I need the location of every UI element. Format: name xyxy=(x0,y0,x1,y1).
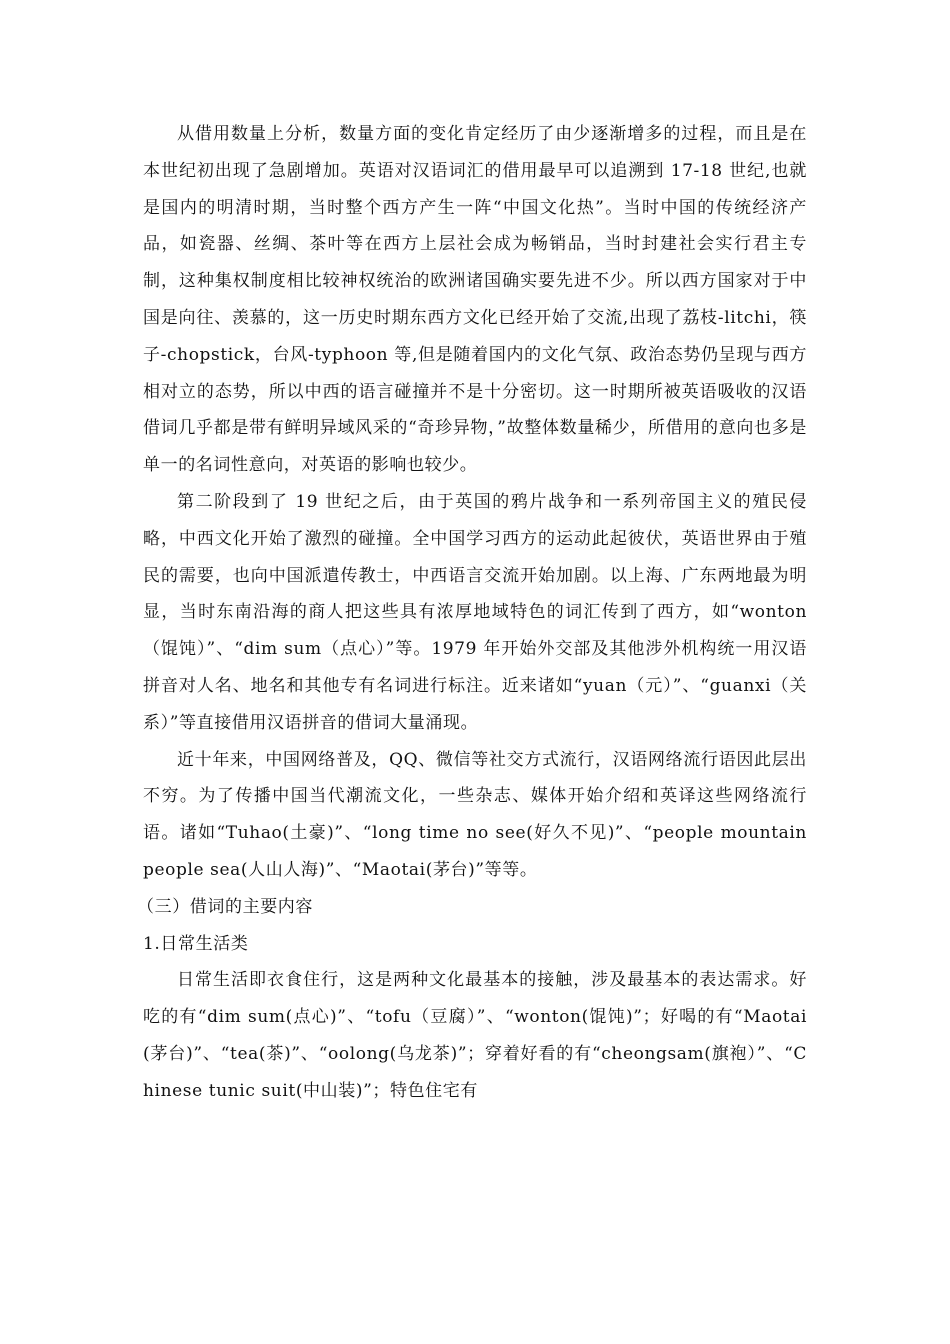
paragraph-internet-era: 近十年来，中国网络普及，QQ、微信等社交方式流行，汉语网络流行语因此层出不穷。为了传播中国当代潮流文化，一些杂志、媒体开始介绍和英译这些网络流行语。诸如“Tuhao(土豪)”、“long time no see(好久不见)”、“people mountain people sea(人山人海)”、“Maotai(茅台)”等等。 xyxy=(143,749,807,880)
subsection-heading: 1.日常生活类 xyxy=(143,933,249,954)
section-heading: （三）借词的主要内容 xyxy=(137,896,313,917)
paragraph-daily-life: 日常生活即衣食住行，这是两种文化最基本的接触，涉及最基本的表达需求。好吃的有“dim sum(点心)”、“tofu（豆腐）”、“wonton(馄饨)”；好喝的有“Maotai(茅台)”、“tea(茶)”、“oolong(乌龙茶)”；穿着好看的有“cheongsam(旗袍）”、“Chinese tunic suit(中山装)”；特色住宅有 xyxy=(143,970,807,1101)
paragraph-second-stage: 第二阶段到了 19 世纪之后，由于英国的鸦片战争和一系列帝国主义的殖民侵略，中西文化开始了激烈的碰撞。全中国学习西方的运动此起彼伏，英语世界由于殖民的需要，也向中国派遣传教士，中西语言交流开始加剧。以上海、广东两地最为明显，当时东南沿海的商人把这些具有浓厚地域特色的词汇传到了西方，如“wonton（馄饨）”、“dim sum（点心）”等。1979 年开始外交部及其他涉外机构统一用汉语拼音对人名、地名和其他专有名词进行标注。近来诸如“yuan（元）”、“guanxi（关系）”等直接借用汉语拼音的借词大量涌现。 xyxy=(143,491,807,733)
document-body xyxy=(137,116,807,1110)
paragraph-borrowing-history: 从借用数量上分析，数量方面的变化肯定经历了由少逐渐增多的过程，而且是在本世纪初出现了急剧增加。英语对汉语词汇的借用最早可以追溯到 17-18 世纪,也就是国内的明清时期，当时整个西方产生一阵“中国文化热”。当时中国的传统经济产品，如瓷器、丝绸、茶叶等在西方上层社会成为畅销品，当时封建社会实行君主专制，这种集权制度相比较神权统治的欧洲诸国确实要先进不少。所以西方国家对于中国是向往、羡慕的，这一历史时期东西方文化已经开始了交流,出现了荔枝-litchi，筷子-chopstick，台风-typhoon 等,但是随着国内的文化气氛、政治态势仍呈现与西方相对立的态势，所以中西的语言碰撞并不是十分密切。这一时期所被英语吸收的汉语借词几乎都是带有鲜明异域风采的“奇珍异物，”故整体数量稀少，所借用的意向也多是单一的名词性意向，对英语的影响也较少。 xyxy=(143,124,807,476)
